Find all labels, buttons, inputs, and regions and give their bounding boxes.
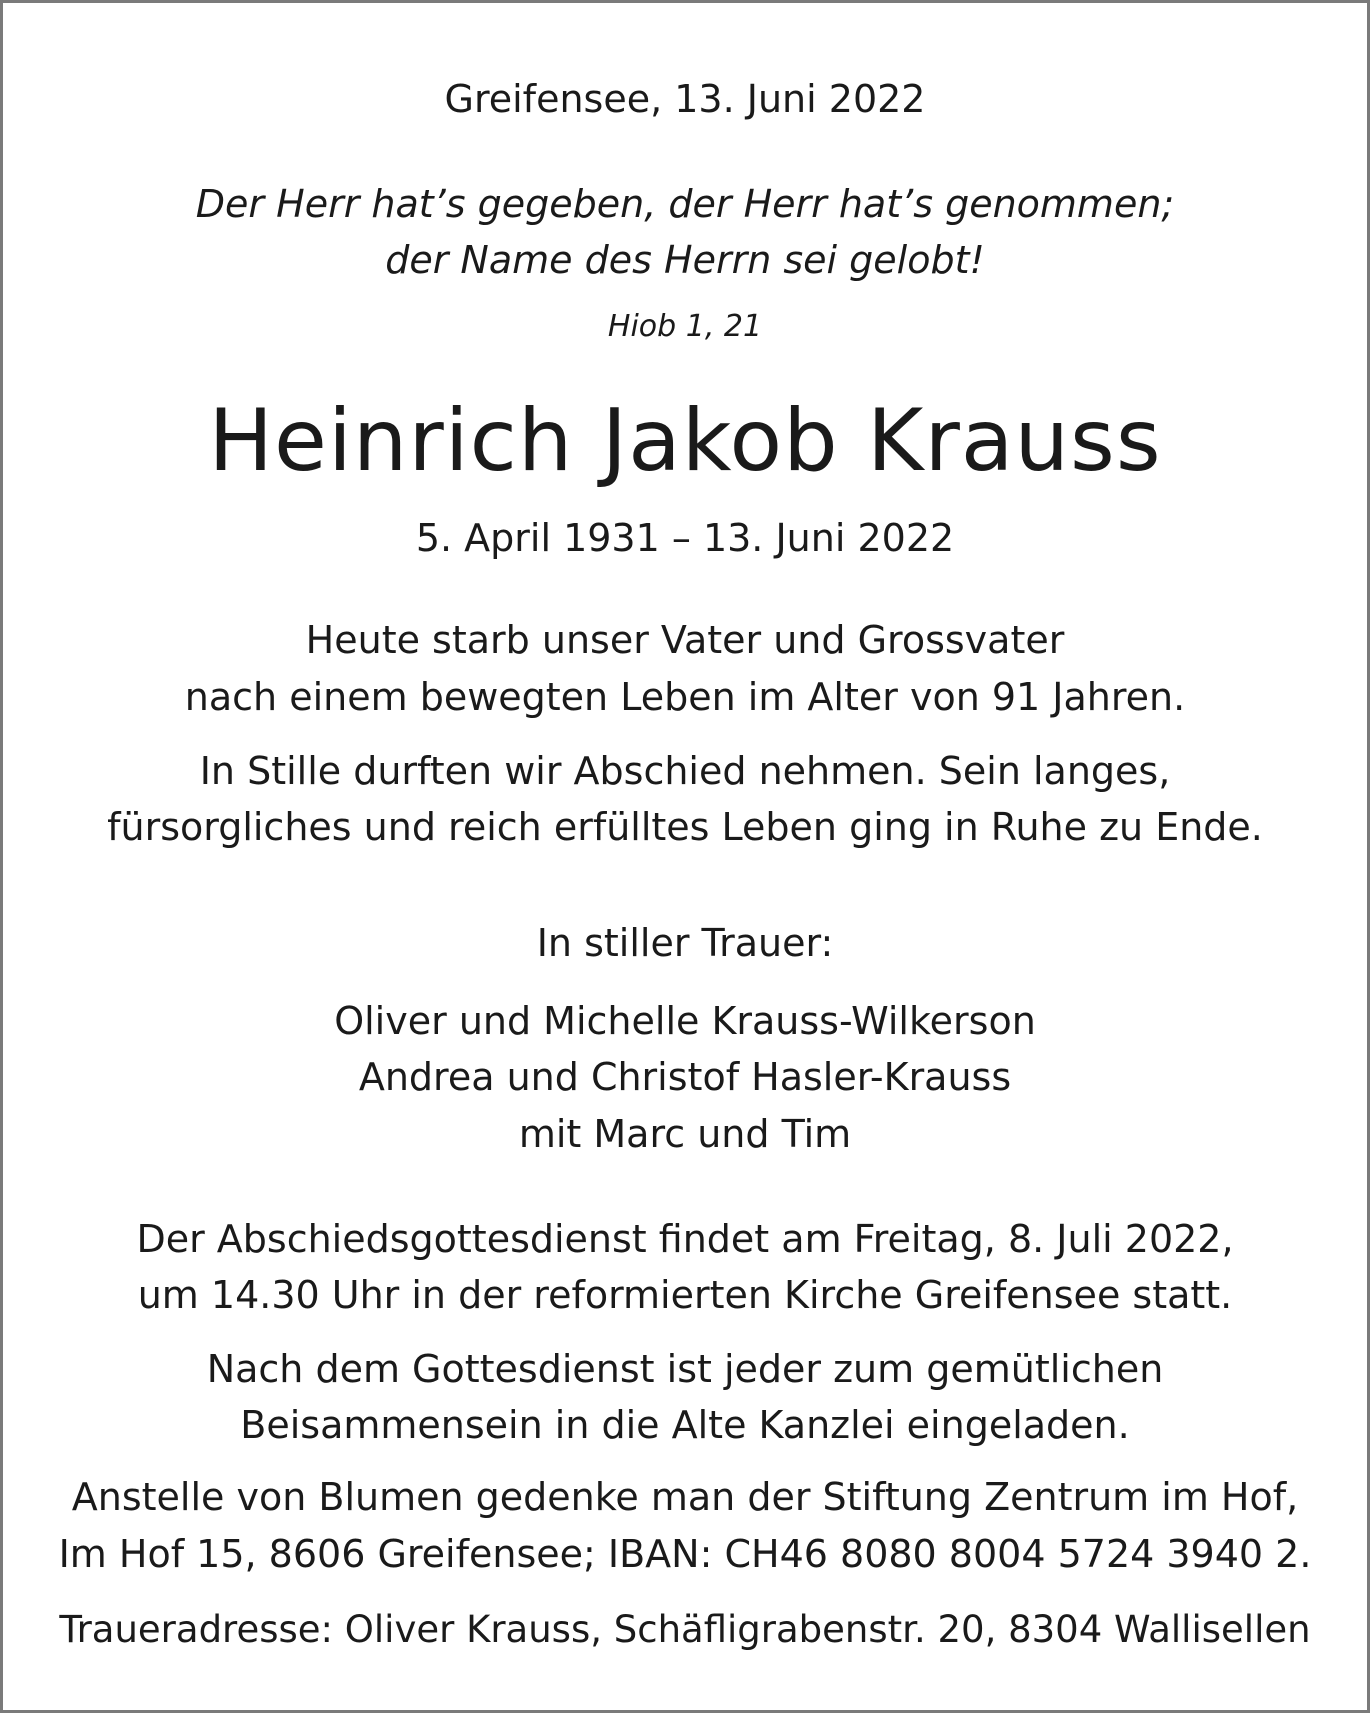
service-line-2: um 14.30 Uhr in der reformierten Kirche Greifensee statt. — [137, 1273, 1233, 1317]
mourners-line-1: Oliver und Michelle Krauss-Wilkerson — [334, 999, 1036, 1043]
quote-source: Hiob 1, 21 — [607, 309, 763, 344]
deceased-name: Heinrich Jakob Krauss — [208, 391, 1162, 491]
mourners-line-3: mit Marc und Tim — [518, 1112, 852, 1156]
mourners-line-2: Andrea und Christof Hasler-Krauss — [358, 1055, 1012, 1099]
place-date: Greifensee, 13. Juni 2022 — [444, 77, 926, 121]
service-line-3: Nach dem Gottesdienst ist jeder zum gemütlichen — [206, 1347, 1164, 1391]
service-line-1: Der Abschiedsgottesdienst findet am Freitag, 8. Juli 2022, — [136, 1217, 1234, 1261]
mourners-heading: In stiller Trauer: — [536, 921, 834, 965]
donation-line-1: Anstelle von Blumen gedenke man der Stiftung Zentrum im Hof, — [71, 1475, 1299, 1519]
quote-line-2: der Name des Herrn sei gelobt! — [385, 238, 985, 282]
announcement-line-4: fürsorgliches und reich erfülltes Leben ging in Ruhe zu Ende. — [107, 805, 1263, 849]
mourning-address: Traueradresse: Oliver Krauss, Schäfligrabenstr. 20, 8304 Wallisellen — [59, 1608, 1311, 1651]
announcement-line-2: nach einem bewegten Leben im Alter von 91 Jahren. — [184, 675, 1186, 719]
quote-line-1: Der Herr hat’s gegeben, der Herr hat’s genommen; — [195, 182, 1175, 226]
life-dates: 5. April 1931 – 13. Juni 2022 — [415, 516, 955, 560]
donation-line-2: Im Hof 15, 8606 Greifensee; IBAN: CH46 8080 8004 5724 3940 2. — [58, 1532, 1312, 1576]
service-line-4: Beisammensein in die Alte Kanzlei eingeladen. — [240, 1403, 1130, 1447]
announcement-line-1: Heute starb unser Vater und Grossvater — [305, 618, 1065, 662]
announcement-line-3: In Stille durften wir Abschied nehmen. Sein langes, — [199, 749, 1171, 793]
